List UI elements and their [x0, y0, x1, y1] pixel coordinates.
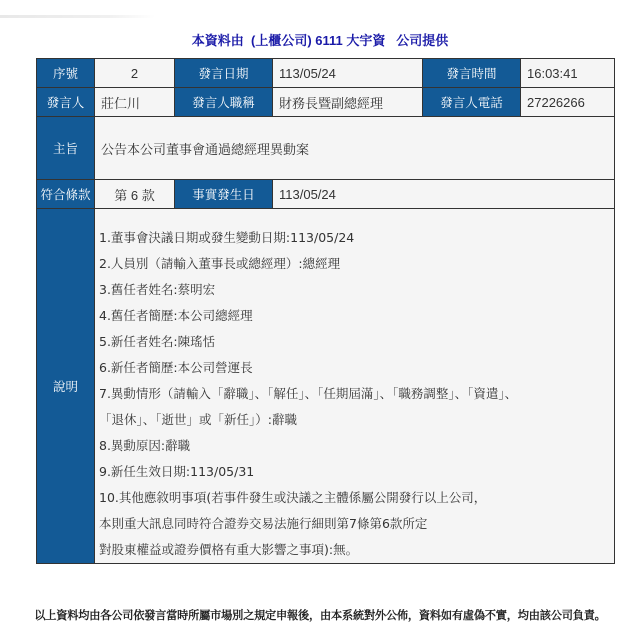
description-line: 本則重大訊息同時符合證券交易法施行細則第7條第6款所定: [99, 516, 428, 531]
subject-value: 公告本公司董事會通過總經理異動案: [95, 117, 615, 180]
table-row-meta: [37, 59, 615, 88]
table-row-clause: [37, 180, 615, 209]
top-divider: [0, 15, 155, 18]
date-value: 113/05/24: [273, 59, 423, 88]
subject-label: 主旨: [37, 117, 95, 180]
description-line: 9.新任生效日期:113/05/31: [99, 464, 255, 479]
footer-disclaimer: 以上資料均由各公司依發言當時所屬市場別之規定申報後，由本系統對外公佈，資料如有虛偽不實，均由該公司負責。: [34, 609, 606, 622]
description-label: 說明: [37, 209, 95, 564]
source-title: 本資料由 (上櫃公司) 6111 大宇資 公司提供: [191, 33, 449, 48]
speaker-label: 發言人: [37, 88, 95, 117]
date-label: 發言日期: [175, 59, 273, 88]
clause-label: 符合條款: [37, 180, 95, 209]
speaker-title-label: 發言人職稱: [175, 88, 273, 117]
description-line: 7.異動情形（請輸入「辭職」、「解任」、「任期屆滿」、「職務調整」、「資遣」、: [99, 386, 518, 401]
description-line: 2.人員別（請輸入董事長或總經理）:總經理: [99, 256, 341, 271]
time-value: 16:03:41: [521, 59, 615, 88]
seq-label: 序號: [37, 59, 95, 88]
seq-value: 2: [95, 59, 175, 88]
description-line: 「退休」、「逝世」或「新任」）:辭職: [99, 412, 297, 427]
description-line: 10.其他應敘明事項(若事件發生或決議之主體係屬公開發行以上公司，: [99, 490, 487, 505]
description-line: 4.舊任者簡歷:本公司總經理: [99, 308, 253, 323]
event-date-label: 事實發生日: [175, 180, 273, 209]
event-date-value: 113/05/24: [273, 180, 615, 209]
description-line: 3.舊任者姓名:蔡明宏: [99, 282, 216, 297]
speaker-value: 莊仁川: [95, 88, 175, 117]
description-line: 1.董事會決議日期或發生變動日期:113/05/24: [99, 230, 355, 245]
announcement-table: [36, 58, 615, 564]
table-row-subject: [37, 117, 615, 180]
description-line: 8.異動原因:辭職: [99, 438, 191, 453]
description-line: 5.新任者姓名:陳瑤恬: [99, 334, 216, 349]
speaker-title-value: 財務長暨副總經理: [273, 88, 423, 117]
speaker-phone-label: 發言人電話: [423, 88, 521, 117]
table-row-speaker: [37, 88, 615, 117]
description-line: 6.新任者簡歷:本公司營運長: [99, 360, 253, 375]
speaker-phone-value: 27226266: [521, 88, 615, 117]
description-line: 對股東權益或證券價格有重大影響之事項):無。: [99, 542, 359, 557]
time-label: 發言時間: [423, 59, 521, 88]
table-row-description: [37, 209, 615, 564]
clause-value: 第 6 款: [95, 180, 175, 209]
description-body: [95, 209, 615, 564]
description-list: [99, 209, 614, 563]
